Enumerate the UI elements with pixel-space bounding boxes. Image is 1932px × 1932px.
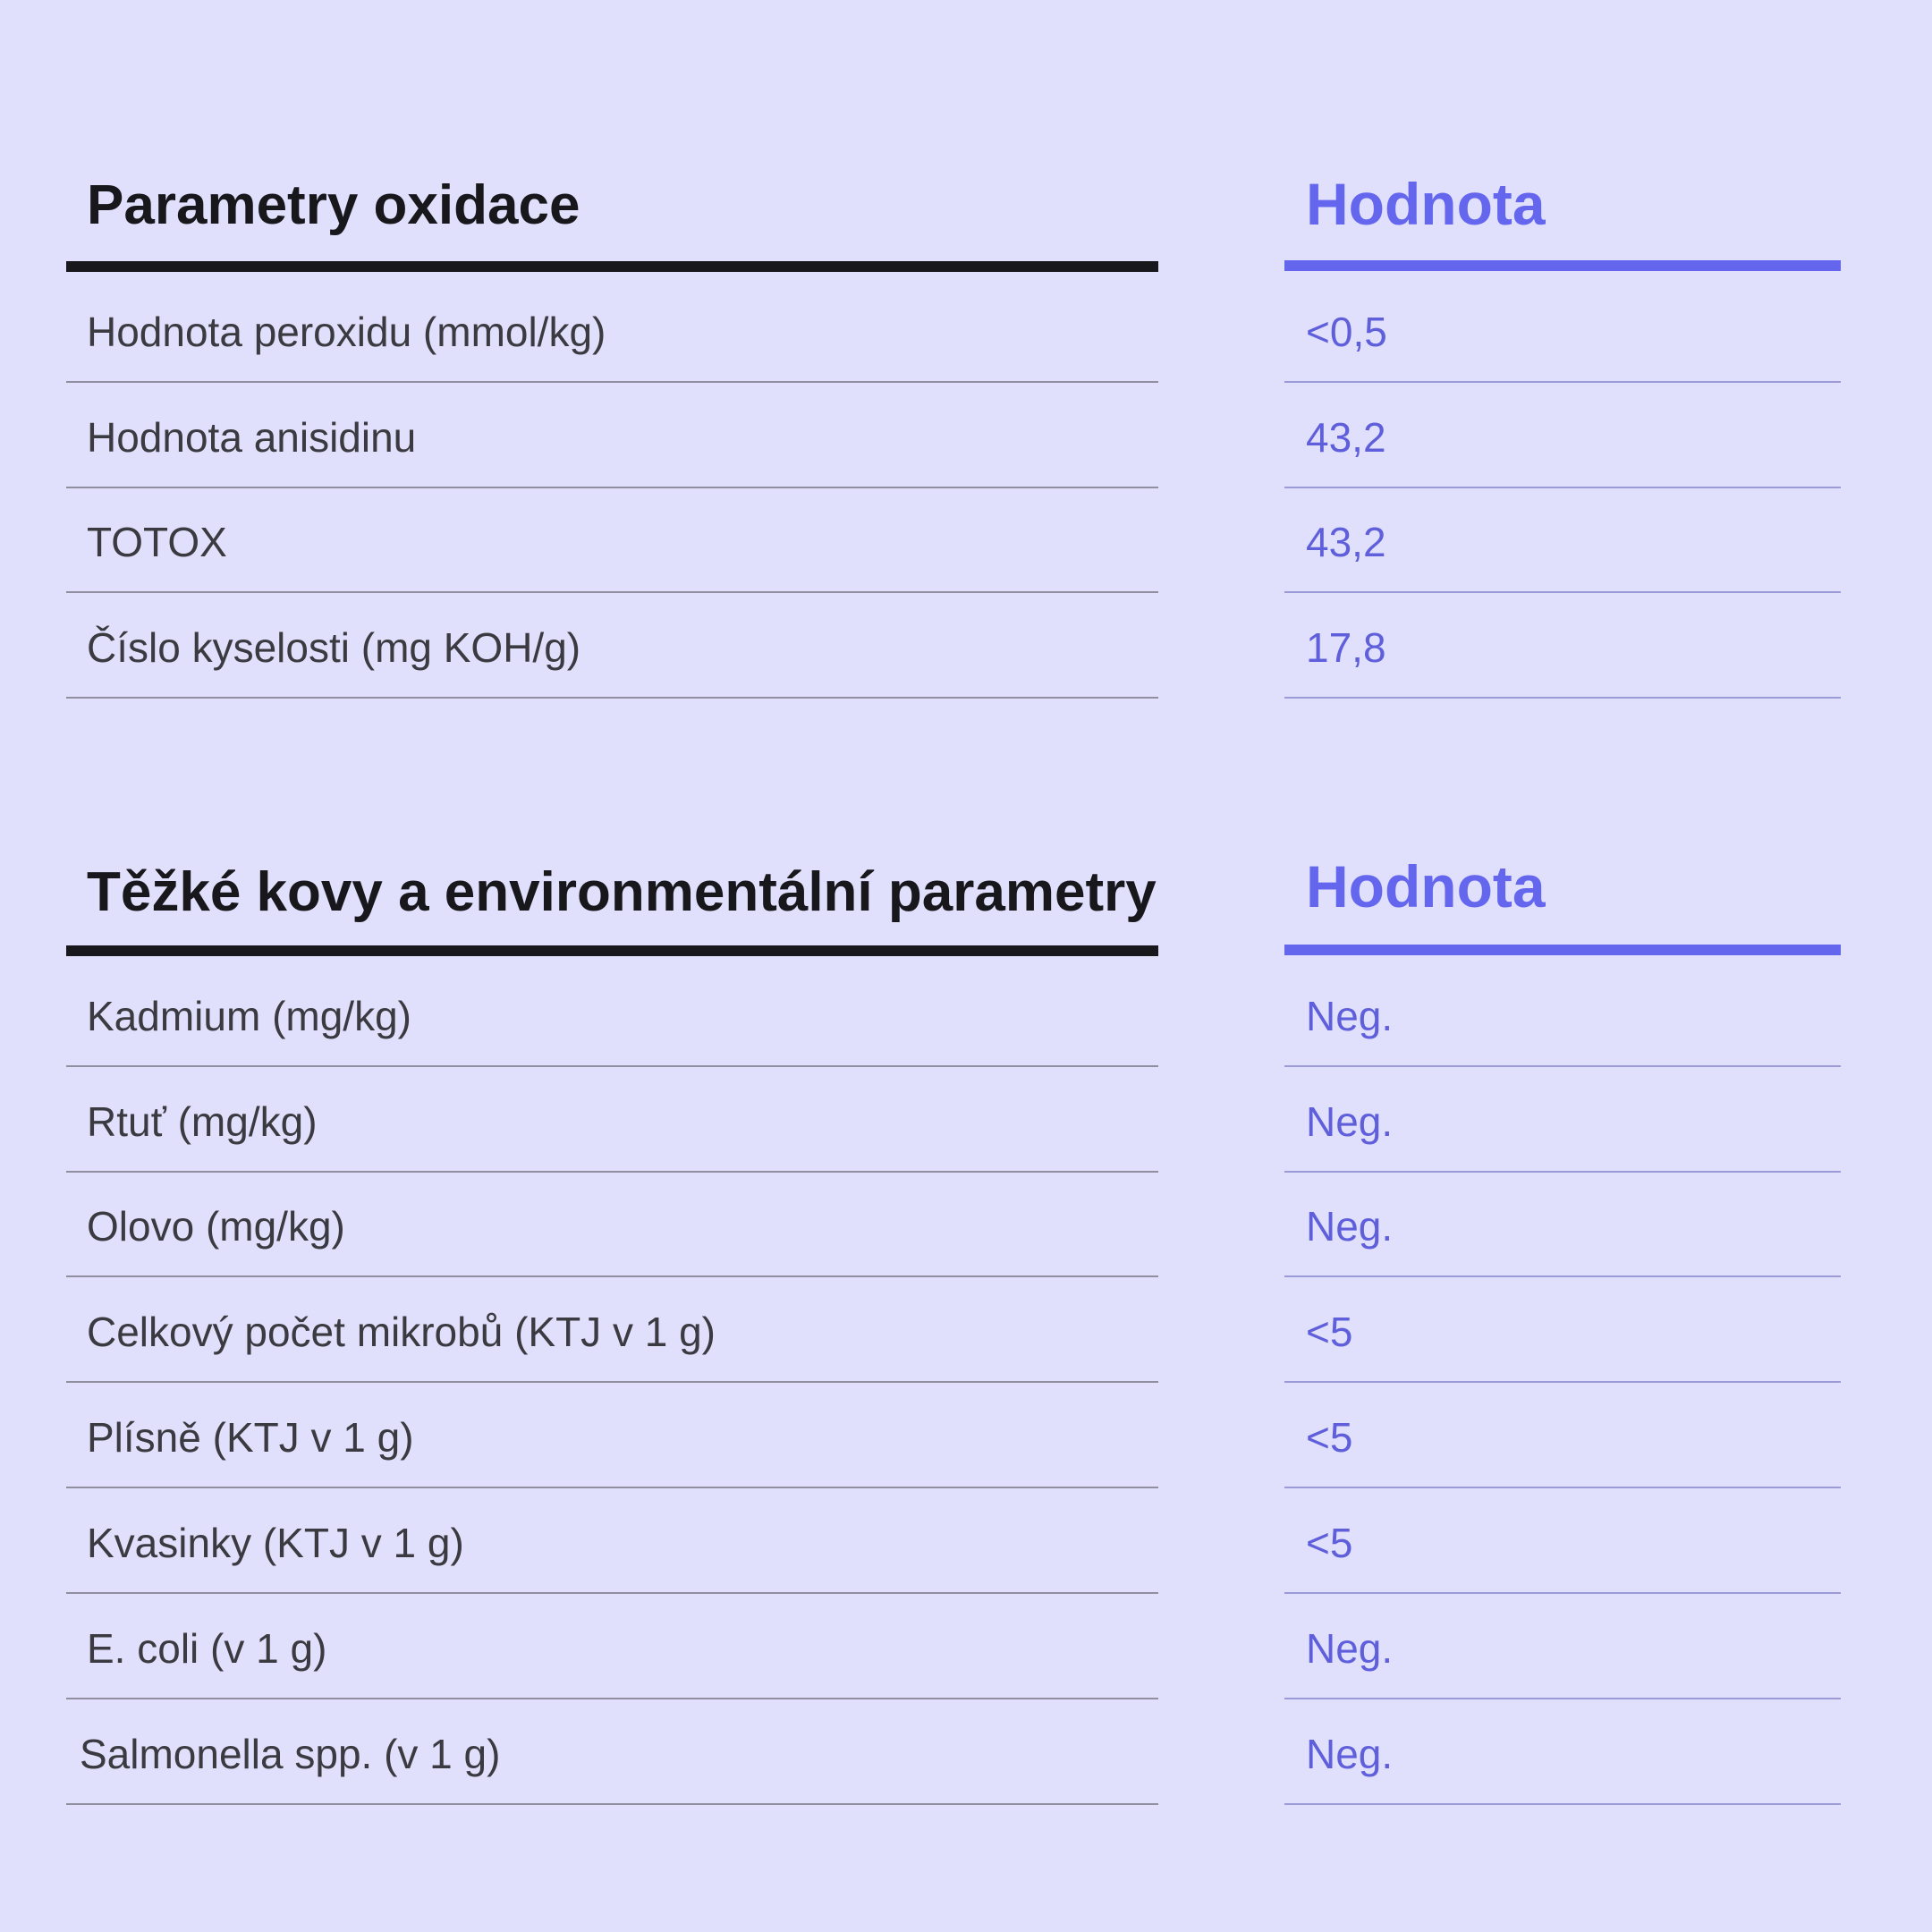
table-row (0, 487, 1932, 593)
row-value: Neg. (1306, 993, 1394, 1039)
row-value: Neg. (1306, 1731, 1394, 1777)
table-row (0, 1172, 1932, 1277)
table-row (0, 1277, 1932, 1383)
row-divider (1284, 697, 1841, 699)
row-label: Kadmium (mg/kg) (87, 993, 411, 1039)
table-row (0, 1067, 1932, 1173)
value-column-header: Hodnota (1306, 171, 1546, 237)
table-row (0, 277, 1932, 383)
row-label: Rtuť (mg/kg) (87, 1098, 318, 1145)
header-rule (66, 261, 1158, 272)
row-divider (1284, 1803, 1841, 1805)
row-label: Hodnota peroxidu (mmol/kg) (87, 309, 606, 355)
row-value: <0,5 (1306, 309, 1387, 355)
table-row (0, 1594, 1932, 1699)
row-value: <5 (1306, 1520, 1353, 1566)
row-value: Neg. (1306, 1203, 1394, 1250)
row-label: Číslo kyselosti (mg KOH/g) (87, 624, 581, 671)
value-header-rule (1284, 945, 1841, 955)
table-row (0, 1383, 1932, 1488)
row-value: Neg. (1306, 1098, 1394, 1145)
row-value: Neg. (1306, 1625, 1394, 1672)
row-divider (66, 697, 1158, 699)
row-divider (66, 1803, 1158, 1805)
row-label: Salmonella spp. (v 1 g) (80, 1731, 501, 1777)
table-row (0, 1699, 1932, 1805)
table-row (0, 1488, 1932, 1594)
row-value: 17,8 (1306, 624, 1386, 671)
table-row (0, 383, 1932, 488)
table-title: Těžké kovy a environmentální parametry (87, 861, 1157, 923)
value-header-rule (1284, 260, 1841, 271)
row-label: Celkový počet mikrobů (KTJ v 1 g) (87, 1309, 716, 1355)
row-value: 43,2 (1306, 414, 1386, 461)
table-title: Parametry oxidace (87, 174, 580, 236)
row-value: <5 (1306, 1414, 1353, 1461)
row-label: Kvasinky (KTJ v 1 g) (87, 1520, 464, 1566)
row-label: E. coli (v 1 g) (87, 1625, 327, 1672)
value-column-header: Hodnota (1306, 853, 1546, 919)
table-row (0, 593, 1932, 699)
row-value: <5 (1306, 1309, 1353, 1355)
table-row (0, 962, 1932, 1067)
row-label: Hodnota anisidinu (87, 414, 417, 461)
row-value: 43,2 (1306, 519, 1386, 565)
row-label: Plísně (KTJ v 1 g) (87, 1414, 414, 1461)
header-rule (66, 945, 1158, 956)
row-label: Olovo (mg/kg) (87, 1203, 345, 1250)
row-label: TOTOX (87, 519, 227, 565)
